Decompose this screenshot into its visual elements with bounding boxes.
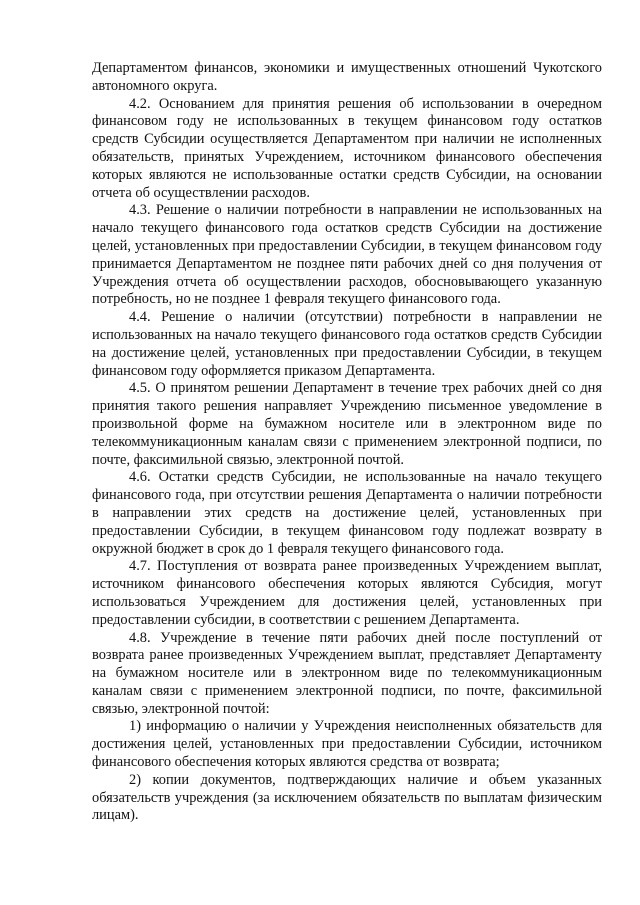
paragraph-4-5: 4.5. О принятом решении Департамент в течение трех рабочих дней со дня принятия такого решения направляет Учреждению письменное уведомление в произвольной форме на бумажном носителе или в электронном виде по телекоммуникационным каналам связи с применением электронной подписи, по почте, факсимильной связью, электронной почтой. (92, 380, 602, 468)
list-item-1: 1) информацию о наличии у Учреждения неисполненных обязательств для достижения целей, установленных при предоставлении Субсидии, источником финансового обеспечения которых являются средства от возврата; (92, 718, 602, 771)
paragraph-4-4: 4.4. Решение о наличии (отсутствии) потребности в направлении не использованных на начало текущего финансового года остатков средств Субсидии на достижение целей, установленных при предоставлении Субсидии, в текущем финансовом году оформляется приказом Департамента. (92, 309, 602, 379)
paragraph-continuation: Департаментом финансов, экономики и имущественных отношений Чукотского автономного округа. (92, 60, 602, 94)
list-item-2: 2) копии документов, подтверждающих наличие и объем указанных обязательств учреждения (за исключением обязательств по выплатам физическим лицам). (92, 771, 602, 824)
document-page (92, 60, 602, 825)
paragraph-4-7: 4.7. Поступления от возврата ранее произведенных Учреждением выплат, источником финансового обеспечения которых являются Субсидия, могут использоваться Учреждением для достижения целей, установленных при предоставлении субсидии, в соответствии с решением Департамента. (92, 558, 602, 628)
paragraph-4-6: 4.6. Остатки средств Субсидии, не использованные на начало текущего финансового года, при отсутствии решения Департамента о наличии потребности в направлении этих средств на достижение целей, установленных при предоставлении Субсидии, в текущем финансовом году подлежат возврату в окружной бюджет в срок до 1 февраля текущего финансового года. (92, 469, 602, 557)
paragraph-4-2: 4.2. Основанием для принятия решения об использовании в очередном финансовом году не использованных в текущем финансовом году остатков средств Субсидии осуществляется Департаментом при наличии не исполненных обязательств, принятых Учреждением, источником финансового обеспечения которых являются не использованные остатки средств Субсидии, на основании отчета об осуществлении расходов. (92, 95, 602, 201)
paragraph-4-3: 4.3. Решение о наличии потребности в направлении не использованных на начало текущего финансового года остатков средств Субсидии на достижение целей, установленных при предоставлении Субсидии, в текущем финансовом году принимается Департаментом не позднее пяти рабочих дней со дня получения от Учреждения отчета об осуществлении расходов, обосновывающего указанную потребность, но не позднее 1 февраля текущего финансового года. (92, 202, 602, 308)
paragraph-4-8: 4.8. Учреждение в течение пяти рабочих дней после поступлений от возврата ранее произведенных Учреждением выплат, представляет Департаменту на бумажном носителе или в электронном виде по телекоммуникационным каналам связи с применением электронной подписи, по почте, факсимильной связью, электронной почтой: (92, 629, 602, 717)
